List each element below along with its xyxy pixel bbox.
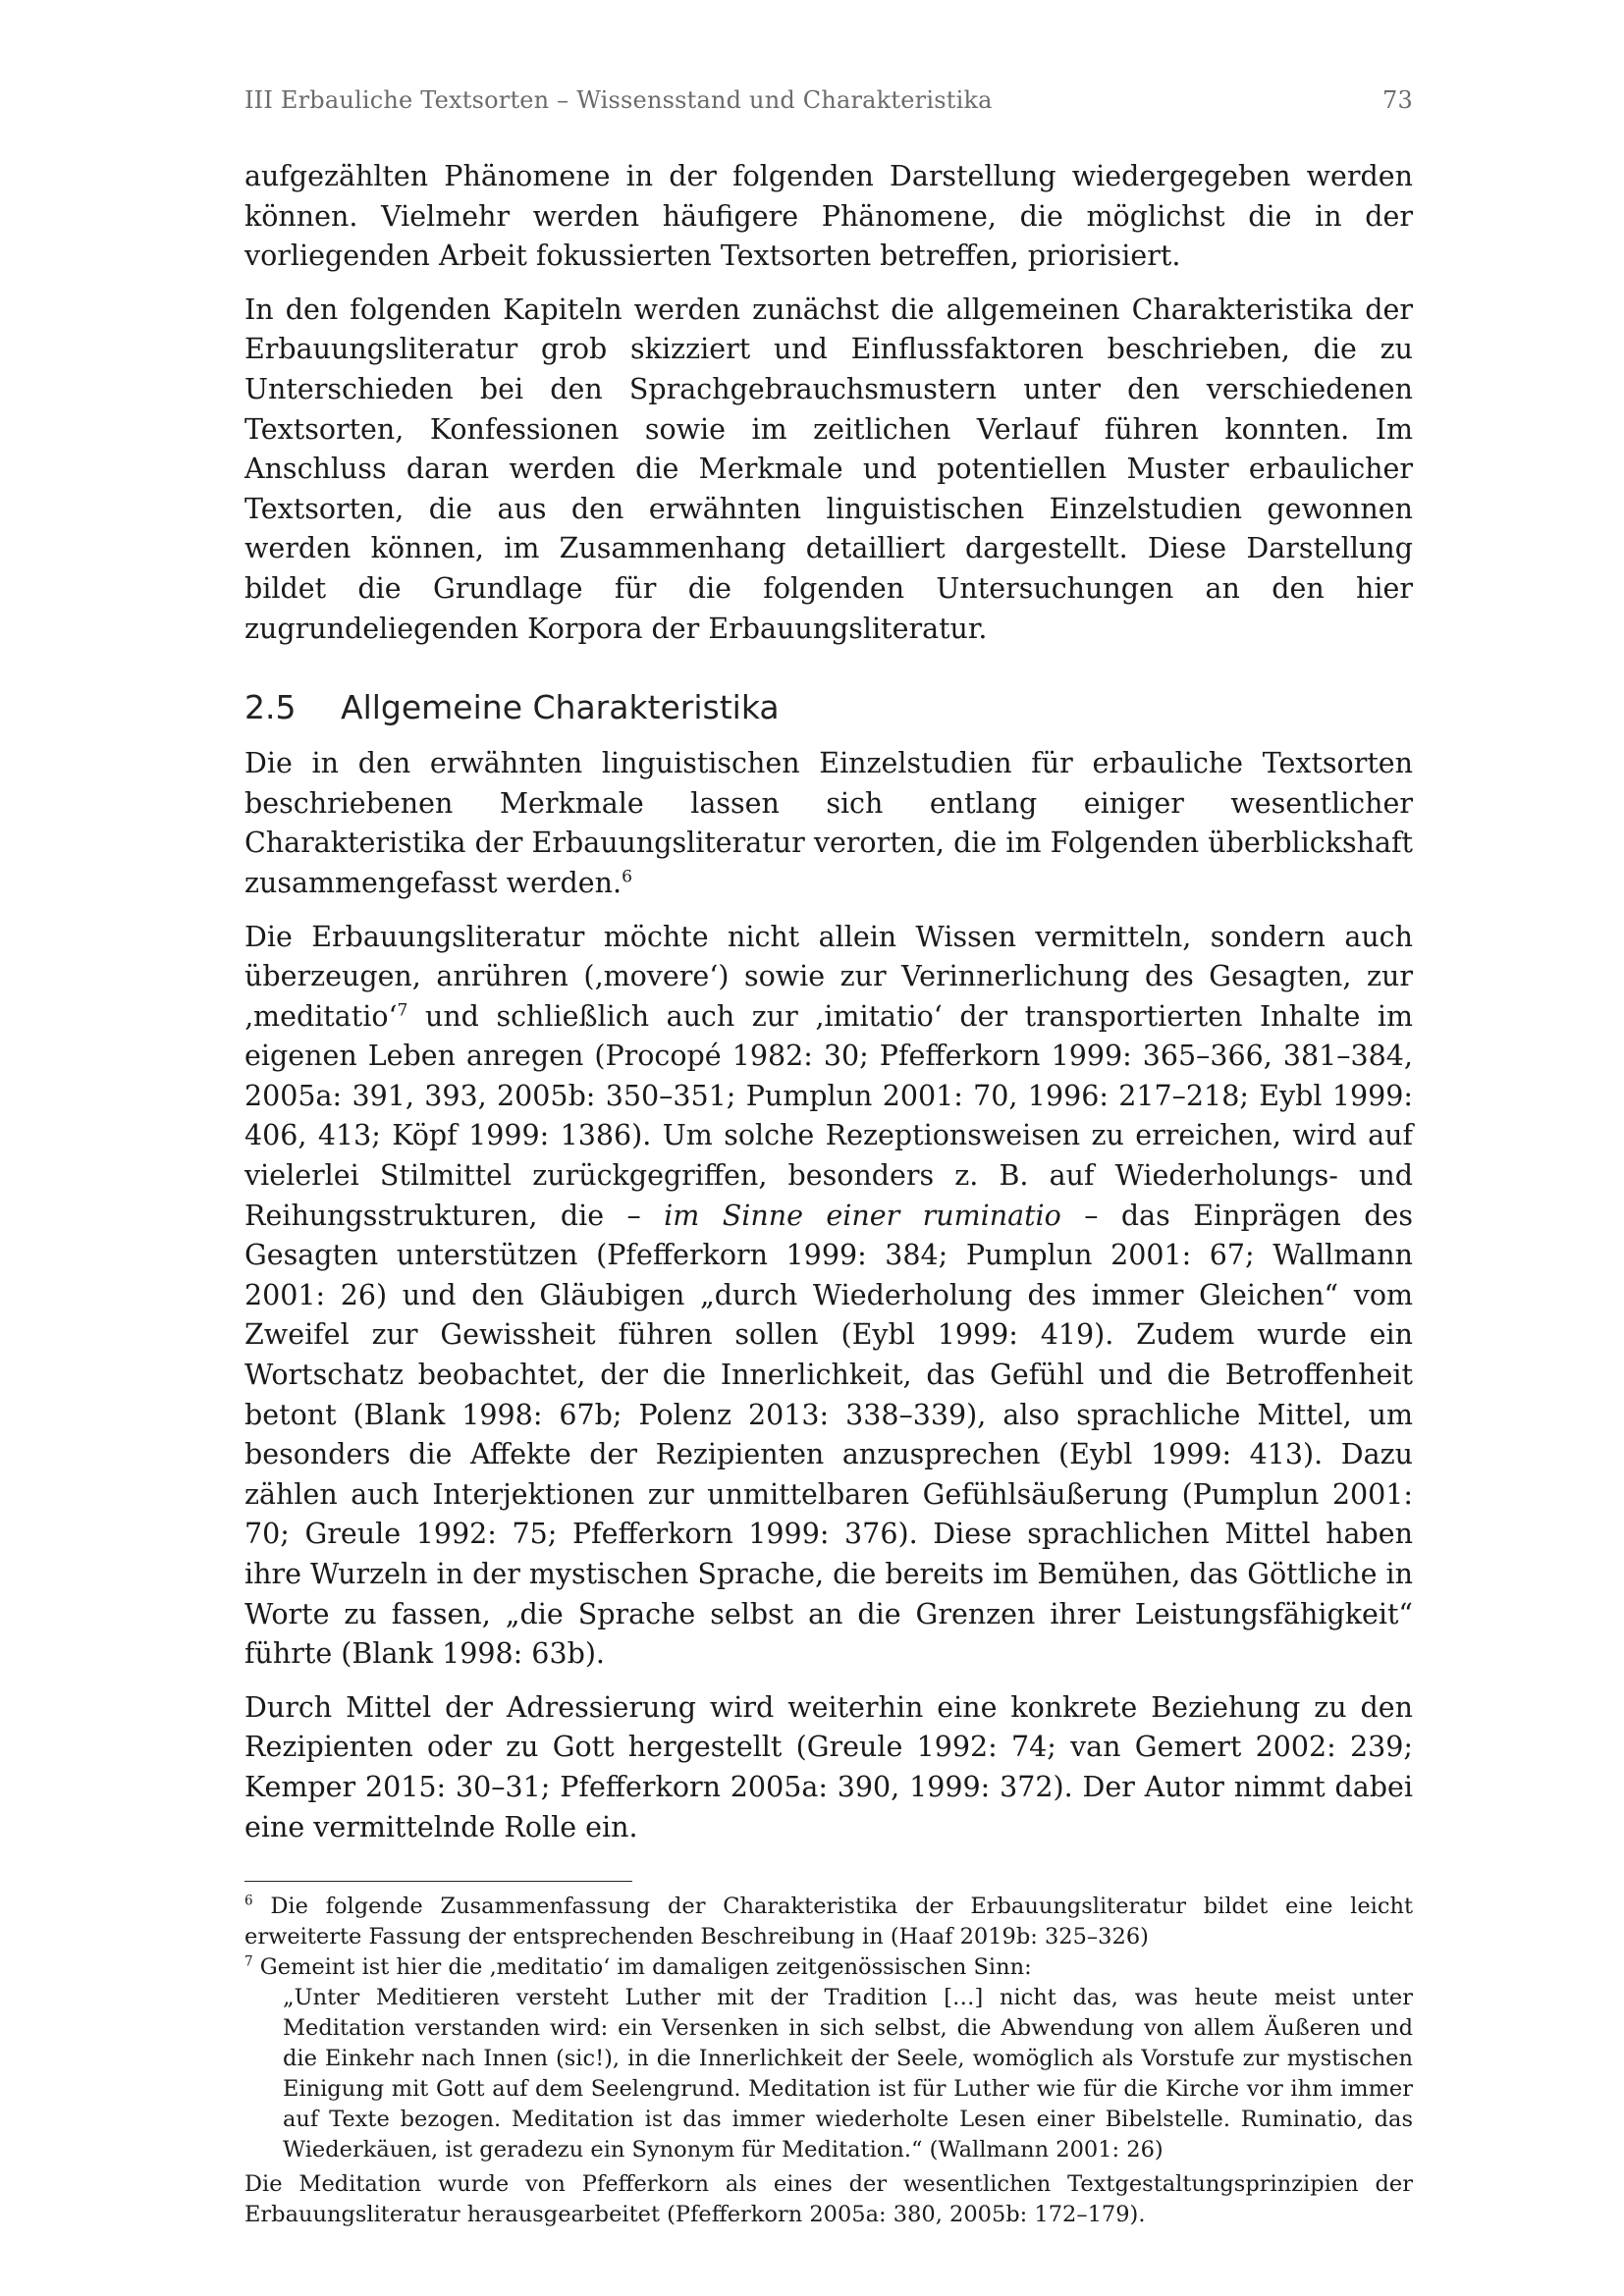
section-heading bbox=[244, 688, 1413, 726]
footnote-7 bbox=[244, 1952, 1413, 1983]
paragraph-4-part-a: Die Erbauungsliteratur möchte nicht allein Wissen vermitteln, sondern auch überzeugen, anrühren (‚movere‘) sowie zur Verinnerlichung des Gesagten, zur ‚meditatio‘ bbox=[244, 920, 1413, 1033]
paragraph-4-part-c: – das Einprägen des Gesagten unterstützen (Pfefferkorn 1999: 384; Pumplun 2001: 67; Wallmann 2001: 26) und den Gläubigen „durch Wiederholung des immer Gleichen“ vom Zweifel zur Gewissheit führen sollen (Eybl 1999: 419). Zudem wurde ein Wortschatz beobachtet, der die Innerlichkeit, das Gefühl und die Betroffenheit betont (Blank 1998: 67b; Polenz 2013: 338–339), also sprachliche Mittel, um besonders die Affekte der Rezipienten anzusprechen (Eybl 1999: 413). Dazu zählen auch Interjektionen zur unmittelbaren Gefühlsäußerung (Pumplun 2001: 70; Greule 1992: 75; Pfefferkorn 1999: 376). Diese sprachlichen Mittel haben ihre Wurzeln in der mystischen Sprache, die bereits im Bemühen, das Göttliche in Worte zu fassen, „die Sprache selbst an die Grenzen ihrer Leistungsfähigkeit“ führte (Blank 1998: 63b). bbox=[244, 1199, 1414, 1671]
footnote-7-text: Gemeint ist hier die ‚meditatio‘ im damaligen zeitgenössischen Sinn: bbox=[252, 1954, 1032, 1981]
footnote-6-text: Die folgende Zusammenfassung der Charakteristika der Erbauungsliteratur bildet eine leicht erweiterte Fassung der entsprechenden Beschreibung in (Haaf 2019b: 325–326) bbox=[244, 1894, 1413, 1950]
footnote-6-mark: 6 bbox=[244, 1893, 253, 1909]
footnote-ref-6[interactable]: 6 bbox=[622, 867, 632, 887]
page-number: 73 bbox=[1382, 86, 1413, 114]
footnote-separator bbox=[244, 1881, 632, 1882]
footnote-7-mark: 7 bbox=[244, 1953, 253, 1970]
paragraph-4 bbox=[244, 918, 1413, 1675]
footnote-7-quote: „Unter Meditieren versteht Luther mit der Tradition […] nicht das, was heute meist unter Meditation verstanden wird: ein Versenken in sich selbst, die Abwendung von allem Äußeren und die Einkehr nach Innen (sic!), in die Innerlichkeit der Seele, womöglich als Vorstufe zur mystischen Einigung mit Gott auf dem Seelengrund. Meditation ist für Luther wie für die Kirche vor ihm immer auf Texte bezogen. Meditation ist das immer wiederholte Lesen einer Bibelstelle. Ruminatio, das Wiederkäuen, ist geradezu ein Synonym für Meditation.“ (Wallmann 2001: 26) bbox=[283, 1985, 1413, 2163]
paragraph-3-text: Die in den erwähnten linguistischen Einzelstudien für erbauliche Textsorten beschriebenen Merkmale lassen sich entlang einiger wesentlicher Charakteristika der Erbauungsliteratur verorten, die im Folgenden überblickshaft zusammengefasst werden. bbox=[244, 747, 1413, 899]
paragraph-1: aufgezählten Phänomene in der folgenden Darstellung wiedergegeben werden können. Vielmehr werden häufigere Phänomene, die möglichst die in der vorliegenden Arbeit fokussierten Textsorten betreffen, priorisiert. bbox=[244, 160, 1413, 273]
footnote-6 bbox=[244, 1892, 1413, 1952]
paragraph-2: In den folgenden Kapiteln werden zunächst die allgemeinen Charakteristika der Erbauungsliteratur grob skizziert und Einflussfaktoren beschrieben, die zu Unterschieden bei den Sprachgebrauchsmustern unter den verschiedenen Textsorten, Konfessionen sowie im zeitlichen Verlauf führen konnten. Im Anschluss daran werden die Merkmale und potentiellen Muster erbaulicher Textsorten, die aus den erwähnten linguistischen Einzelstudien gewonnen werden können, im Zusammenhang detailliert dargestellt. Diese Darstellung bildet die Grundlage für die folgenden Untersuchungen an den hier zugrundeliegenden Korpora der Erbauungsliteratur. bbox=[244, 293, 1413, 645]
footnote-ref-7[interactable]: 7 bbox=[397, 1000, 408, 1021]
footnote-7-tail: Die Meditation wurde von Pfefferkorn als eines der wesentlichen Textgestaltungsprinzipien der Erbauungsliteratur herausgearbeitet (Pfefferkorn 2005a: 380, 2005b: 172–179). bbox=[244, 2171, 1413, 2228]
running-title: III Erbauliche Textsorten – Wissensstand und Charakteristika bbox=[244, 86, 993, 114]
paragraph-4-part-b: und schließlich auch zur ‚imitatio‘ der transportierten Inhalte im eigenen Leben anregen (Procopé 1982: 30; Pfefferkorn 1999: 365–366, 381–384, 2005a: 391, 393, 2005b: 350–351; Pumplun 2001: 70, 1996: 217–218; Eybl 1999: 406, 413; Köpf 1999: 1386). Um solche Rezeptionsweisen zu erreichen, wird auf vielerlei Stilmittel zurückgegriffen, besonders z. B. auf Wiederholungs- und Reihungsstrukturen, die – bbox=[244, 999, 1413, 1232]
running-header bbox=[244, 86, 1413, 114]
section-title: Allgemeine Charakteristika bbox=[341, 688, 780, 727]
paragraph-5: Durch Mittel der Adressierung wird weiterhin eine konkrete Beziehung zu den Rezipienten oder zu Gott hergestellt (Greule 1992: 74; van Gemert 2002: 239; Kemper 2015: 30–31; Pfefferkorn 2005a: 390, 1999: 372). Der Autor nimmt dabei eine vermittelnde Rolle ein. bbox=[244, 1690, 1413, 1843]
section-number: 2.5 bbox=[244, 688, 297, 727]
paragraph-3 bbox=[244, 744, 1413, 903]
page bbox=[244, 86, 1413, 2230]
paragraph-4-italic: im Sinne einer ruminatio bbox=[664, 1199, 1061, 1232]
